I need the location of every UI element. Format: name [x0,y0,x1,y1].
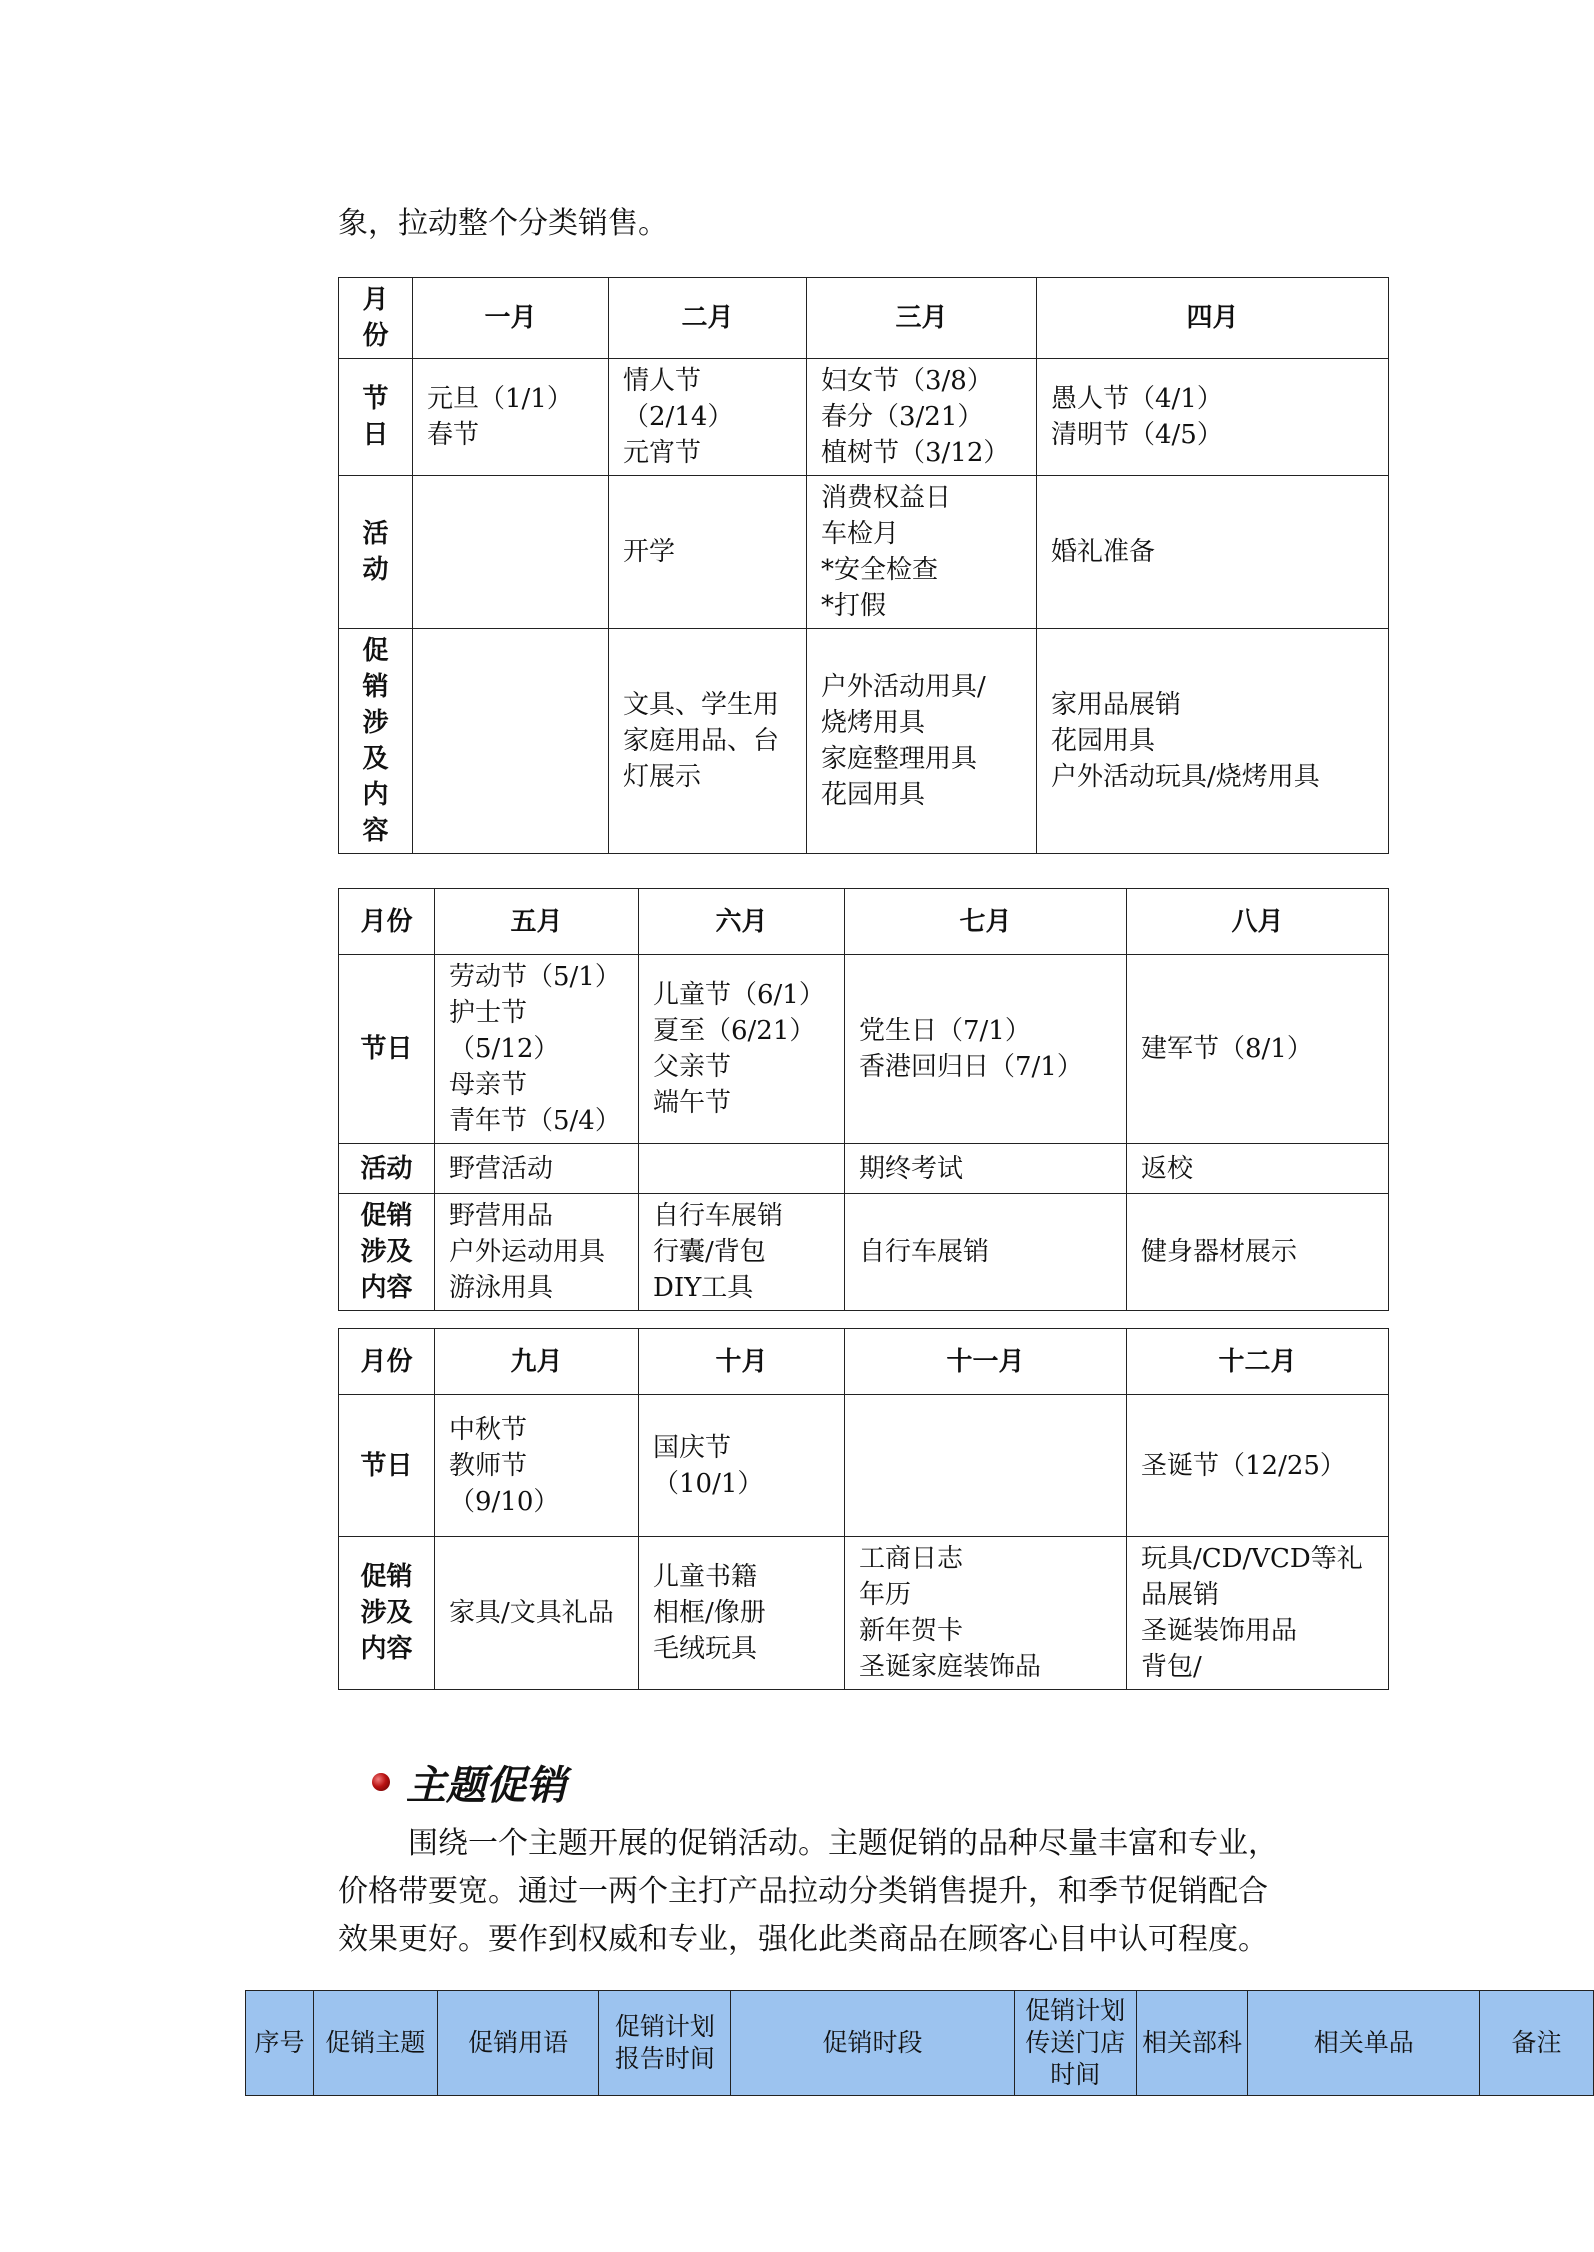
label-char: 月 [362,285,389,315]
label-char: 节 [362,384,389,414]
cell-line: 春分（3/21） [821,402,984,432]
table-cell [845,955,1127,1144]
table-cell [1127,1144,1389,1194]
cell-line: 党生日（7/1） [859,1016,1031,1046]
cell-line: 传送门店 [1025,2028,1126,2057]
table-cell [413,629,609,854]
table-row [339,955,1389,1144]
cell-line: 游泳用具 [449,1273,554,1303]
cell-line: 花园用具 [1051,726,1156,756]
cell-line: 健身器材展示 [1141,1237,1298,1267]
table-cell [435,1537,639,1690]
month-header: 十月 [639,1329,845,1395]
cell-line: 家用品展销 [1051,690,1182,720]
cell-line: 中秋节 [449,1414,528,1445]
cell-line: 野营用品 [449,1201,554,1231]
cell-line: 儿童节（6/1） [653,980,825,1010]
month-header: 十二月 [1127,1329,1389,1395]
cell-line: 建军节（8/1） [1141,1034,1313,1064]
cell-line: DIY工具 [653,1273,754,1303]
cell-line: 青年节（5/4） [449,1106,621,1136]
cell-line: 备注 [1511,2028,1562,2057]
cell-line: 促销计划 [1025,1996,1126,2025]
cell-line: 品展销 [1141,1580,1220,1610]
promo-header-cell [313,1991,437,2096]
label-chunk: 内容 [360,1273,413,1303]
cell-line: 背包/ [1141,1652,1202,1682]
header-row [339,1329,1389,1395]
cell-line: 车检月 [821,519,900,549]
promo-plan-table [245,1990,1594,2096]
table-cell [639,1537,845,1690]
table-cell [639,1144,845,1194]
cell-line: 序号 [254,2028,305,2057]
cell-line: 玩具/CD/VCD等礼 [1141,1544,1363,1574]
intro-text: 象，拉动整个分类销售。 [338,206,668,241]
cell-line: 促销主题 [325,2028,426,2057]
month-header: 九月 [435,1329,639,1395]
table-cell [1127,1537,1389,1690]
cell-line: 相框/像册 [653,1598,766,1628]
table-cell [1127,955,1389,1144]
cell-line: 元旦（1/1） [427,384,573,414]
section-paragraph [338,1820,1338,1964]
promo-header-cell [1480,1991,1594,2096]
month-header: 四月 [1037,278,1389,359]
table-row [339,1194,1389,1311]
table-cell [845,1395,1127,1537]
label-chunk: 内容 [360,1634,413,1664]
cell-line: 返校 [1141,1153,1194,1184]
label-char: 内 [362,780,389,810]
promo-header-cell [246,1991,314,2096]
month-header: 二月 [609,278,807,359]
cell-line: 文具、学生用 [623,690,780,720]
cell-line: 植树节（3/12） [821,438,1010,468]
cell-line: 年历 [859,1580,912,1610]
label-char: 份 [362,321,389,351]
label-chunk: 促销 [360,1201,413,1231]
cell-line: 护士节 [449,998,528,1028]
promo-header-cell [437,1991,599,2096]
cell-line: 圣诞家庭装饰品 [859,1652,1042,1682]
table-cell [609,359,807,476]
table-cell [413,359,609,476]
promo-header-cell [731,1991,1015,2096]
cell-line: 劳动节（5/1） [449,962,621,992]
table-cell [435,1194,639,1311]
cell-line: 工商日志 [859,1544,964,1574]
cell-line: 行囊/背包 [653,1237,766,1267]
cell-line: 促销计划 [614,2012,715,2041]
month-label-header [339,278,413,359]
table-row [339,476,1389,629]
table-cell [435,955,639,1144]
cell-line: 相关部科 [1142,2028,1243,2057]
cell-line: 花园用具 [821,780,926,810]
month-header: 一月 [413,278,609,359]
table-cell [845,1537,1127,1690]
cell-line: （5/12） [449,1034,560,1064]
section-heading [372,1752,566,1812]
cell-line: 圣诞装饰用品 [1141,1616,1298,1646]
cell-line: 春节 [427,420,480,450]
label-chunk: 促销 [360,1562,413,1592]
table-cell [845,1144,1127,1194]
table-cell [807,359,1037,476]
table-row [339,359,1389,476]
cell-line: 毛绒玩具 [653,1634,758,1664]
cell-line: 国庆节 [653,1432,732,1463]
table-cell [807,476,1037,629]
label-char: 容 [362,816,389,846]
table-cell [845,1194,1127,1311]
month-header: 五月 [435,889,639,955]
table-cell [435,1144,639,1194]
cell-line: 相关单品 [1313,2028,1414,2057]
calendar-table-jan-apr [338,277,1389,854]
cell-line: 夏至（6/21） [653,1016,816,1046]
table-cell [435,1395,639,1537]
cell-line: （9/10） [449,1486,560,1517]
cell-line: 妇女节（3/8） [821,366,993,396]
header-row [339,278,1389,359]
cell-line: 开学 [623,537,676,567]
promo-header-row [246,1991,1594,2096]
label-char: 涉 [362,708,389,738]
table-cell [1127,1194,1389,1311]
cell-line: 母亲节 [449,1070,528,1100]
label-chunk: 涉及 [360,1237,413,1267]
cell-line: 清明节（4/5） [1051,420,1223,450]
cell-line: 促销用语 [468,2028,569,2057]
cell-line: *打假 [821,591,887,621]
cell-line: （10/1） [653,1468,764,1499]
table-cell [1127,1395,1389,1537]
cell-line: 新年贺卡 [859,1616,964,1646]
paragraph-line: 价格带要宽。通过一两个主打产品拉动分类销售提升，和季节促销配合 [338,1874,1268,1909]
table-cell [639,1395,845,1537]
cell-line: 灯展示 [623,762,702,792]
cell-line: 消费权益日 [821,483,952,513]
label-char: 日 [362,420,389,450]
label-char: 及 [362,744,389,774]
label-chunk: 涉及 [360,1598,413,1628]
month-header: 七月 [845,889,1127,955]
cell-line: 愚人节（4/1） [1051,384,1223,414]
month-header: 三月 [807,278,1037,359]
row-label [339,629,413,854]
table-row [339,629,1389,854]
cell-line: 促销时段 [822,2028,923,2057]
table-cell [609,476,807,629]
month-header: 八月 [1127,889,1389,955]
month-header: 十一月 [845,1329,1127,1395]
table-cell [1037,629,1389,854]
cell-line: 自行车展销 [653,1201,784,1231]
label-char: 活 [362,519,389,549]
label-char: 促 [362,636,389,666]
cell-line: 户外活动用具/ [821,672,986,702]
cell-line: 教师节 [449,1450,528,1481]
label-char: 销 [362,672,389,702]
cell-line: 野营活动 [449,1153,554,1184]
cell-line: 家具/文具礼品 [449,1598,614,1628]
calendar-table-sep-dec [338,1328,1389,1690]
table-row [339,1395,1389,1537]
cell-line: 儿童书籍 [653,1562,758,1592]
cell-line: （2/14） [623,402,734,432]
month-header: 六月 [639,889,845,955]
cell-line: 自行车展销 [859,1237,990,1267]
calendar-table-may-aug [338,888,1389,1311]
row-label: 节日 [339,1395,435,1537]
cell-line: 家庭整理用具 [821,744,978,774]
table-cell [1037,359,1389,476]
row-label: 活动 [339,1144,435,1194]
cell-line: 期终考试 [859,1153,964,1184]
table-cell [639,1194,845,1311]
cell-line: 时间 [1050,2060,1101,2089]
promo-header-cell [1014,1991,1136,2096]
row-label [339,476,413,629]
row-label [339,359,413,476]
promo-header-cell [599,1991,731,2096]
paragraph-line: 围绕一个主题开展的促销活动。主题促销的品种尽量丰富和专业， [408,1826,1278,1861]
promo-header-cell [1248,1991,1480,2096]
label-char: 动 [362,555,389,585]
cell-line: 户外运动用具 [449,1237,606,1267]
cell-line: 户外活动玩具/烧烤用具 [1051,762,1320,792]
cell-line: 香港回归日（7/1） [859,1052,1083,1082]
cell-line: 父亲节 [653,1052,732,1082]
row-label [339,1537,435,1690]
header-row [339,889,1389,955]
bullet-icon [372,1773,390,1791]
month-label-header: 月份 [339,889,435,955]
table-row [339,1144,1389,1194]
cell-line: 婚礼准备 [1051,537,1156,567]
cell-line: 圣诞节（12/25） [1141,1450,1346,1481]
table-row [339,1537,1389,1690]
table-cell [1037,476,1389,629]
cell-line: 家庭用品、台 [623,726,780,756]
paragraph-line: 效果更好。要作到权威和专业，强化此类商品在顾客心目中认可程度。 [338,1922,1268,1957]
table-cell [413,476,609,629]
cell-line: 元宵节 [623,438,702,468]
cell-line: 情人节 [623,366,702,396]
section-title: 主题促销 [406,1762,566,1809]
row-label [339,1194,435,1311]
cell-line: 烧烤用具 [821,708,926,738]
row-label: 节日 [339,955,435,1144]
cell-line: *安全检查 [821,555,939,585]
table-cell [609,629,807,854]
month-label-header: 月份 [339,1329,435,1395]
promo-header-cell [1136,1991,1248,2096]
cell-line: 端午节 [653,1088,732,1118]
table-cell [639,955,845,1144]
table-cell [807,629,1037,854]
cell-line: 报告时间 [614,2044,715,2073]
